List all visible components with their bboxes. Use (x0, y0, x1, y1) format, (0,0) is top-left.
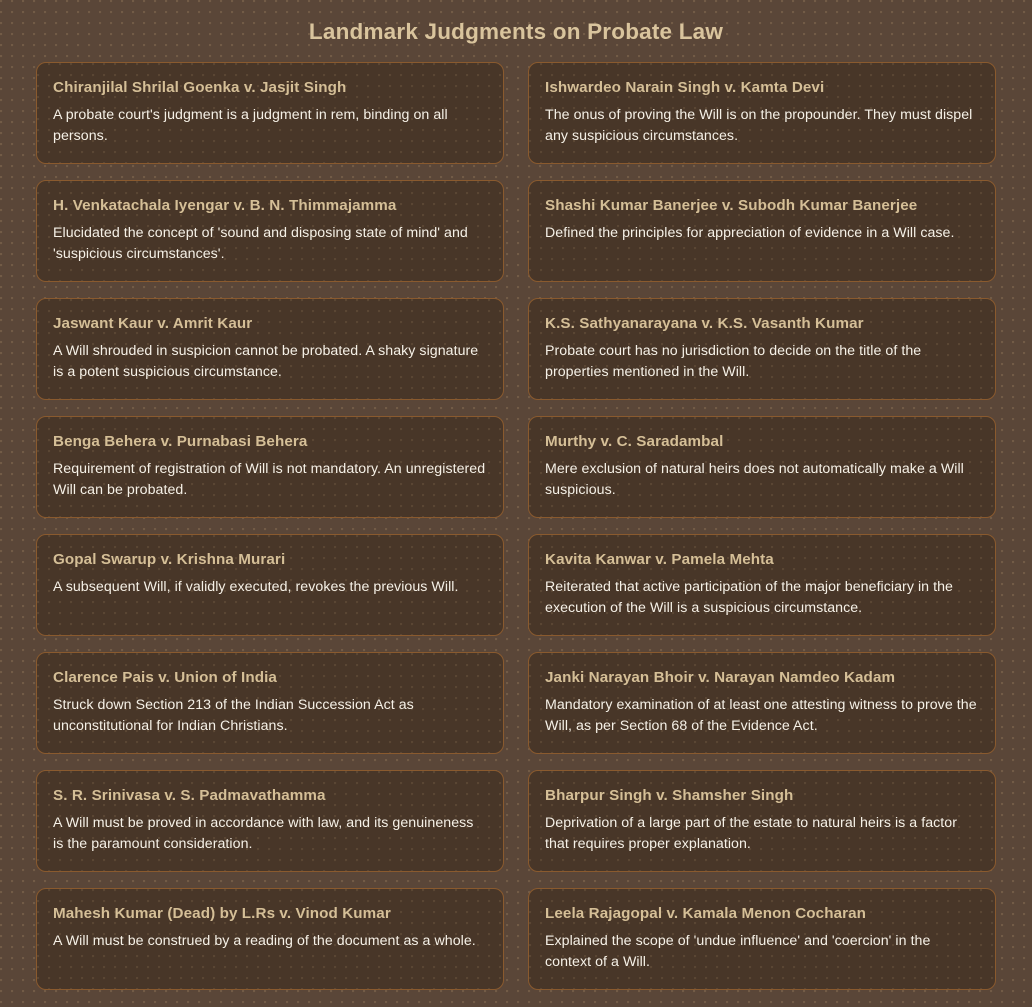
judgment-case-name: Clarence Pais v. Union of India (53, 669, 277, 686)
judgment-card[interactable] (36, 180, 504, 282)
page-title: Landmark Judgments on Probate Law (308, 19, 724, 44)
judgment-principle: Requirement of registration of Will is not mandatory. An unregistered Will can be probated. (53, 461, 486, 498)
judgment-principle: A subsequent Will, if validly executed, revokes the previous Will. (53, 579, 459, 595)
judgment-case-name: S. R. Srinivasa v. S. Padmavathamma (53, 787, 326, 804)
judgment-principle: Reiterated that active participation of the major beneficiary in the execution of the Will is a suspicious circumstance. (545, 579, 953, 616)
judgment-card[interactable] (528, 888, 996, 990)
judgment-principle: Defined the principles for appreciation of evidence in a Will case. (545, 225, 955, 241)
judgment-card[interactable] (36, 62, 504, 164)
judgment-principle: Mandatory examination of at least one attesting witness to prove the Will, as per Section 68 of the Evidence Act. (545, 697, 977, 734)
judgment-principle: Struck down Section 213 of the Indian Succession Act as unconstitutional for Indian Christians. (53, 697, 414, 734)
judgment-principle: A Will shrouded in suspicion cannot be probated. A shaky signature is a potent suspicious circumstance. (53, 343, 479, 380)
judgment-card[interactable] (528, 652, 996, 754)
judgment-card[interactable] (528, 416, 996, 518)
judgment-case-name: Chiranjilal Shrilal Goenka v. Jasjit Singh (53, 79, 347, 96)
judgment-case-name: Ishwardeo Narain Singh v. Kamta Devi (545, 79, 825, 96)
judgment-case-name: Janki Narayan Bhoir v. Narayan Namdeo Kadam (545, 669, 896, 686)
judgment-case-name: Gopal Swarup v. Krishna Murari (53, 551, 286, 568)
judgment-card[interactable] (528, 62, 996, 164)
judgment-principle: The onus of proving the Will is on the propounder. They must dispel any suspicious circumstances. (545, 107, 973, 144)
judgment-case-name: Jaswant Kaur v. Amrit Kaur (53, 315, 253, 332)
judgment-principle: A Will must be construed by a reading of the document as a whole. (53, 933, 476, 949)
judgment-case-name: Murthy v. C. Saradambal (545, 433, 724, 450)
judgment-card[interactable] (36, 534, 504, 636)
judgment-case-name: Bharpur Singh v. Shamsher Singh (545, 787, 794, 804)
judgment-card[interactable] (528, 770, 996, 872)
judgment-principle: Explained the scope of 'undue influence' and 'coercion' in the context of a Will. (545, 933, 931, 970)
judgment-card[interactable] (36, 298, 504, 400)
judgment-case-name: K.S. Sathyanarayana v. K.S. Vasanth Kumar (545, 315, 864, 332)
judgment-case-name: H. Venkatachala Iyengar v. B. N. Thimmajamma (53, 197, 397, 214)
judgment-case-name: Mahesh Kumar (Dead) by L.Rs v. Vinod Kumar (53, 905, 391, 922)
judgment-principle: Probate court has no jurisdiction to decide on the title of the properties mentioned in the Will. (545, 343, 922, 380)
judgment-card[interactable] (36, 770, 504, 872)
judgment-card[interactable] (36, 652, 504, 754)
judgment-case-name: Leela Rajagopal v. Kamala Menon Cocharan (545, 905, 867, 922)
judgment-principle: A probate court's judgment is a judgment in rem, binding on all persons. (53, 107, 448, 144)
judgment-case-name: Shashi Kumar Banerjee v. Subodh Kumar Banerjee (545, 197, 918, 214)
judgment-card[interactable] (36, 888, 504, 990)
judgment-principle: Mere exclusion of natural heirs does not automatically make a Will suspicious. (545, 461, 964, 498)
judgment-card[interactable] (528, 534, 996, 636)
judgment-principle: Elucidated the concept of 'sound and disposing state of mind' and 'suspicious circumstances'. (53, 225, 468, 262)
judgment-principle: Deprivation of a large part of the estate to natural heirs is a factor that requires proper explanation. (545, 815, 958, 852)
judgment-card[interactable] (36, 416, 504, 518)
judgment-card-grid (36, 62, 996, 990)
judgment-case-name: Benga Behera v. Purnabasi Behera (53, 433, 308, 450)
judgment-card[interactable] (528, 298, 996, 400)
judgment-principle: A Will must be proved in accordance with law, and its genuineness is the paramount consideration. (53, 815, 474, 852)
judgment-card[interactable] (528, 180, 996, 282)
judgment-case-name: Kavita Kanwar v. Pamela Mehta (545, 551, 774, 568)
